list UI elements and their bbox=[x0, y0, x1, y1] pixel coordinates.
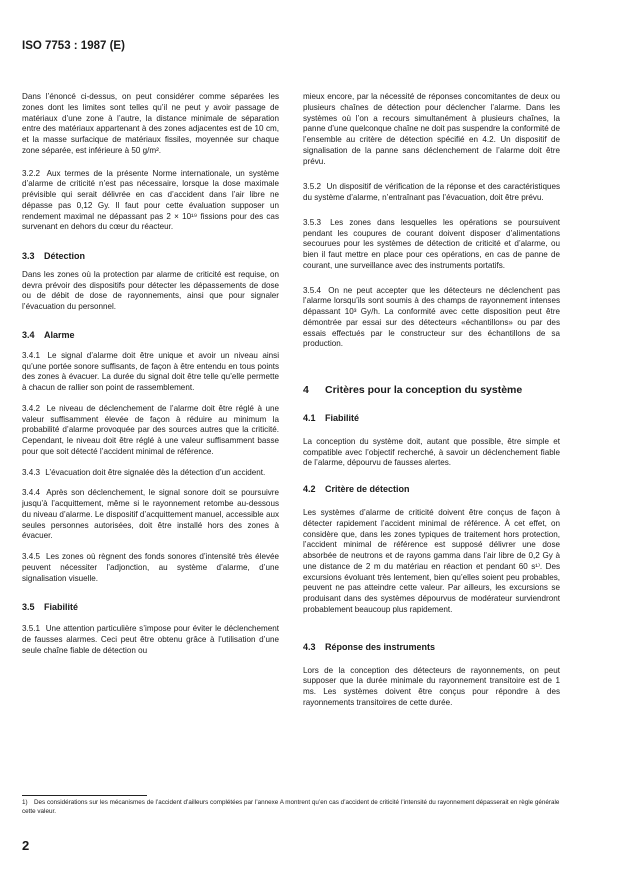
section-number: 4.1 bbox=[303, 412, 316, 423]
intro-paragraph: Dans l’énoncé ci-dessus, on peut considérer comme séparées les zones dont les limites sont telles qu’il ne peut y avoir passage de matériaux d’une zone à l’autre, la distance minimale de séparation entre des matériaux appartenant à des zones adjacentes est de 10 cm, et la masse surfacique de matériaux fissiles, moyennée sur chaque zone séparée, est inférieure à 50 g/m². bbox=[22, 92, 279, 155]
clause-3-4-5 bbox=[22, 552, 279, 584]
left-column bbox=[22, 92, 279, 657]
section-3-5-heading bbox=[22, 602, 279, 614]
section-title: Fiabilité bbox=[325, 412, 360, 423]
section-4-3-text: Lors de la conception des détecteurs de rayonnements, on peut supposer que la durée minimale du rayonnement transitoire est de 1 ms. Les systèmes doivent être conçus pour répondre à des rayonnements transitoires de cette durée. bbox=[303, 665, 560, 707]
clause-3-4-4 bbox=[22, 488, 279, 542]
clause-number: 3.4.1 bbox=[22, 350, 41, 360]
section-title: Fiabilité bbox=[44, 602, 79, 613]
clause-number: 3.4.5 bbox=[22, 552, 41, 562]
chapter-number: 4 bbox=[303, 384, 309, 396]
clause-number: 3.5.3 bbox=[303, 217, 322, 227]
section-number: 3.3 bbox=[22, 251, 35, 261]
section-number: 4.3 bbox=[303, 641, 316, 652]
section-4-2-heading bbox=[303, 484, 560, 496]
clause-number: 3.4.2 bbox=[22, 403, 41, 413]
section-title: Critère de détection bbox=[325, 484, 410, 495]
clause-number: 3.4.3 bbox=[22, 467, 41, 477]
section-number: 3.4 bbox=[22, 329, 35, 340]
section-3-3-text: Dans les zones où la protection par alarme de criticité est requise, on devra prévoir des dispositifs pour détecter les dépassements de dose ou de débit de dose de rayonnements, ainsi que pour signaler l’évacuation du personnel. bbox=[22, 269, 279, 312]
page-number: 2 bbox=[22, 838, 30, 853]
clause-3-5-2 bbox=[303, 182, 560, 204]
section-4-1-text: La conception du système doit, autant que possible, être simple et compatible avec l’objectif recherché, à savoir un déclenchement fiable de l’alarme, dépourvu de fausses alertes. bbox=[303, 436, 560, 468]
clause-text: Les zones dans lesquelles les opérations se poursuivent pendant les coupures de courant doivent disposer d’alimentations secourues pour les systèmes de détection de criticité et d’alarme, ou bien il faut mettre en place pour ces opérations, en cas de panne de courant, une surveillance avec des instruments portatifs. bbox=[303, 217, 560, 270]
section-number: 3.5 bbox=[22, 602, 35, 613]
clause-3-4-3 bbox=[22, 468, 279, 479]
clause-3-4-1 bbox=[22, 351, 279, 394]
clause-3-4-2 bbox=[22, 404, 279, 458]
clause-number: 3.2.2 bbox=[22, 168, 41, 178]
clause-text: Les zones où règnent des fonds sonores d’intensité très élevée peuvent nécessiter l’adjonction, au système d’alarme, d’une signalisation visuelle. bbox=[22, 552, 279, 583]
clause-text: Un dispositif de vérification de la réponse et des caractéristiques du système d’alarme, n’entraînant pas l’évacuation, doit être prévu. bbox=[303, 182, 561, 202]
footnote-marker: 1) bbox=[22, 799, 28, 806]
clause-text: On ne peut accepter que les détecteurs ne déclenchent pas l’alarme lorsqu’ils sont soumis à des champs de rayonnement intenses dépassant 10³ Gy/h. La conformité avec cette disposition peut être démontrée par essai sur des détecteurs «échantillons» ou par des essais effectués par le constructeur sur des échantillons de sa production. bbox=[303, 285, 561, 349]
document-header: ISO 7753 : 1987 (E) bbox=[22, 40, 125, 52]
footnote-rule bbox=[22, 795, 147, 796]
clause-3-5-1 bbox=[22, 624, 279, 656]
section-title: Détection bbox=[44, 251, 86, 261]
clause-number: 3.5.4 bbox=[303, 285, 322, 295]
section-number: 4.2 bbox=[303, 484, 316, 495]
clause-text: Une attention particulière s’impose pour éviter le déclenchement de fausses alarmes. Ceci peut être obtenu grâce à l’utilisation d’une seule chaîne fiable de détection ou bbox=[22, 624, 279, 655]
section-4-3-heading bbox=[303, 642, 560, 654]
clause-number: 3.4.4 bbox=[22, 488, 41, 498]
clause-text: Le niveau de déclenchement de l’alarme doit être réglé à une valeur suffisamment élevée de façon à réduire au minimum la probabilité d’alarme provoquée par des sources autres que la criticité. Cependant, le niveau doit être réglé à une valeur suffisamment basse pour que soit détecté l’accident minimal de référence. bbox=[22, 403, 280, 456]
clause-3-2-2 bbox=[22, 169, 279, 234]
section-4-1-heading bbox=[303, 413, 560, 425]
footnote-text: Des considérations sur les mécanismes de l’accident d’ailleurs complétées par l’annexe A montrent qu’en cas d’accident de criticité l’intensité du rayonnement dépasserait en règle générale cette valeur. bbox=[22, 799, 560, 815]
section-4-2-text: Les systèmes d’alarme de criticité doivent être conçus de façon à détecter rapidement l’accident minimal de référence. À cet effet, on considère que, dans les zones typiques de traitement hors protection, l’accident minimal de référence est supposé délivrer une dose absorbée de neutrons et de rayons gamma dans l’air libre de 0,2 Gy à une distance de 2 m du matériau en réaction et pendant 60 s¹⁾. Des excursions évoluant très lentement, bien qu’elles soient peu probables, peuvent ne pas atteindre cette valeur. Par ailleurs, les excursions se produisant dans des systèmes dépourvus de modérateur surviendront probablement beaucoup plus rapidement. bbox=[303, 508, 560, 614]
continued-paragraph: mieux encore, par la nécessité de réponses concomitantes de deux ou plusieurs chaînes de détection pour déclencher l’alarme. Dans les systèmes où l’on a recours simultanément à plusieurs chaînes, la panne d’une quelconque chaîne ne doit pas suspendre la conformité de l’ensemble au critère de détection spécifié en 4.2. Un dispositif de signalisation de la panne sans déclenchement de l’alarme doit être prévu. bbox=[303, 92, 560, 166]
section-title: Alarme bbox=[44, 329, 75, 340]
clause-text: Aux termes de la présente Norme internationale, un système d’alarme de criticité n’est pas nécessaire, lorsque la dose maximale prévisible qui serait délivrée en cas d’accident dans l’air libre ne dépasse pas 0,12 Gy. Il faut pour cette évaluation supposer un rendement maximal ne dépassant pas 2 × 10¹⁹ fissions pour des cas survenant en dehors du cœur du réacteur. bbox=[22, 168, 279, 232]
clause-text: Le signal d’alarme doit être unique et avoir un niveau ainsi qu’une portée sonore suffisants, de façon à être entendu en tous points des zones à évacuer. La durée du signal doit être telle qu’elle permette à chacun de rallier son point de rassemblement. bbox=[22, 350, 280, 393]
clause-text: L’évacuation doit être signalée dès la détection d’un accident. bbox=[45, 467, 266, 477]
clause-text: Après son déclenchement, le signal sonore doit se poursuivre jusqu’à l’acquittement, même si le rayonnement retombe au-dessous du niveau d’alarme. Le dispositif d’acquittement manuel, accessible aux seules personnes autorisées, doit être installé hors des zones à évacuer. bbox=[22, 488, 279, 541]
chapter-4-heading bbox=[303, 384, 560, 398]
clause-number: 3.5.1 bbox=[22, 624, 41, 634]
right-column bbox=[303, 92, 560, 709]
section-3-4-heading bbox=[22, 330, 279, 342]
section-3-3-heading bbox=[22, 251, 279, 263]
chapter-title: Critères pour la conception du système bbox=[325, 384, 523, 396]
footnote bbox=[22, 799, 562, 817]
section-title: Réponse des instruments bbox=[325, 641, 436, 652]
clause-number: 3.5.2 bbox=[303, 182, 322, 192]
clause-3-5-3 bbox=[303, 218, 560, 272]
clause-3-5-4 bbox=[303, 286, 560, 351]
